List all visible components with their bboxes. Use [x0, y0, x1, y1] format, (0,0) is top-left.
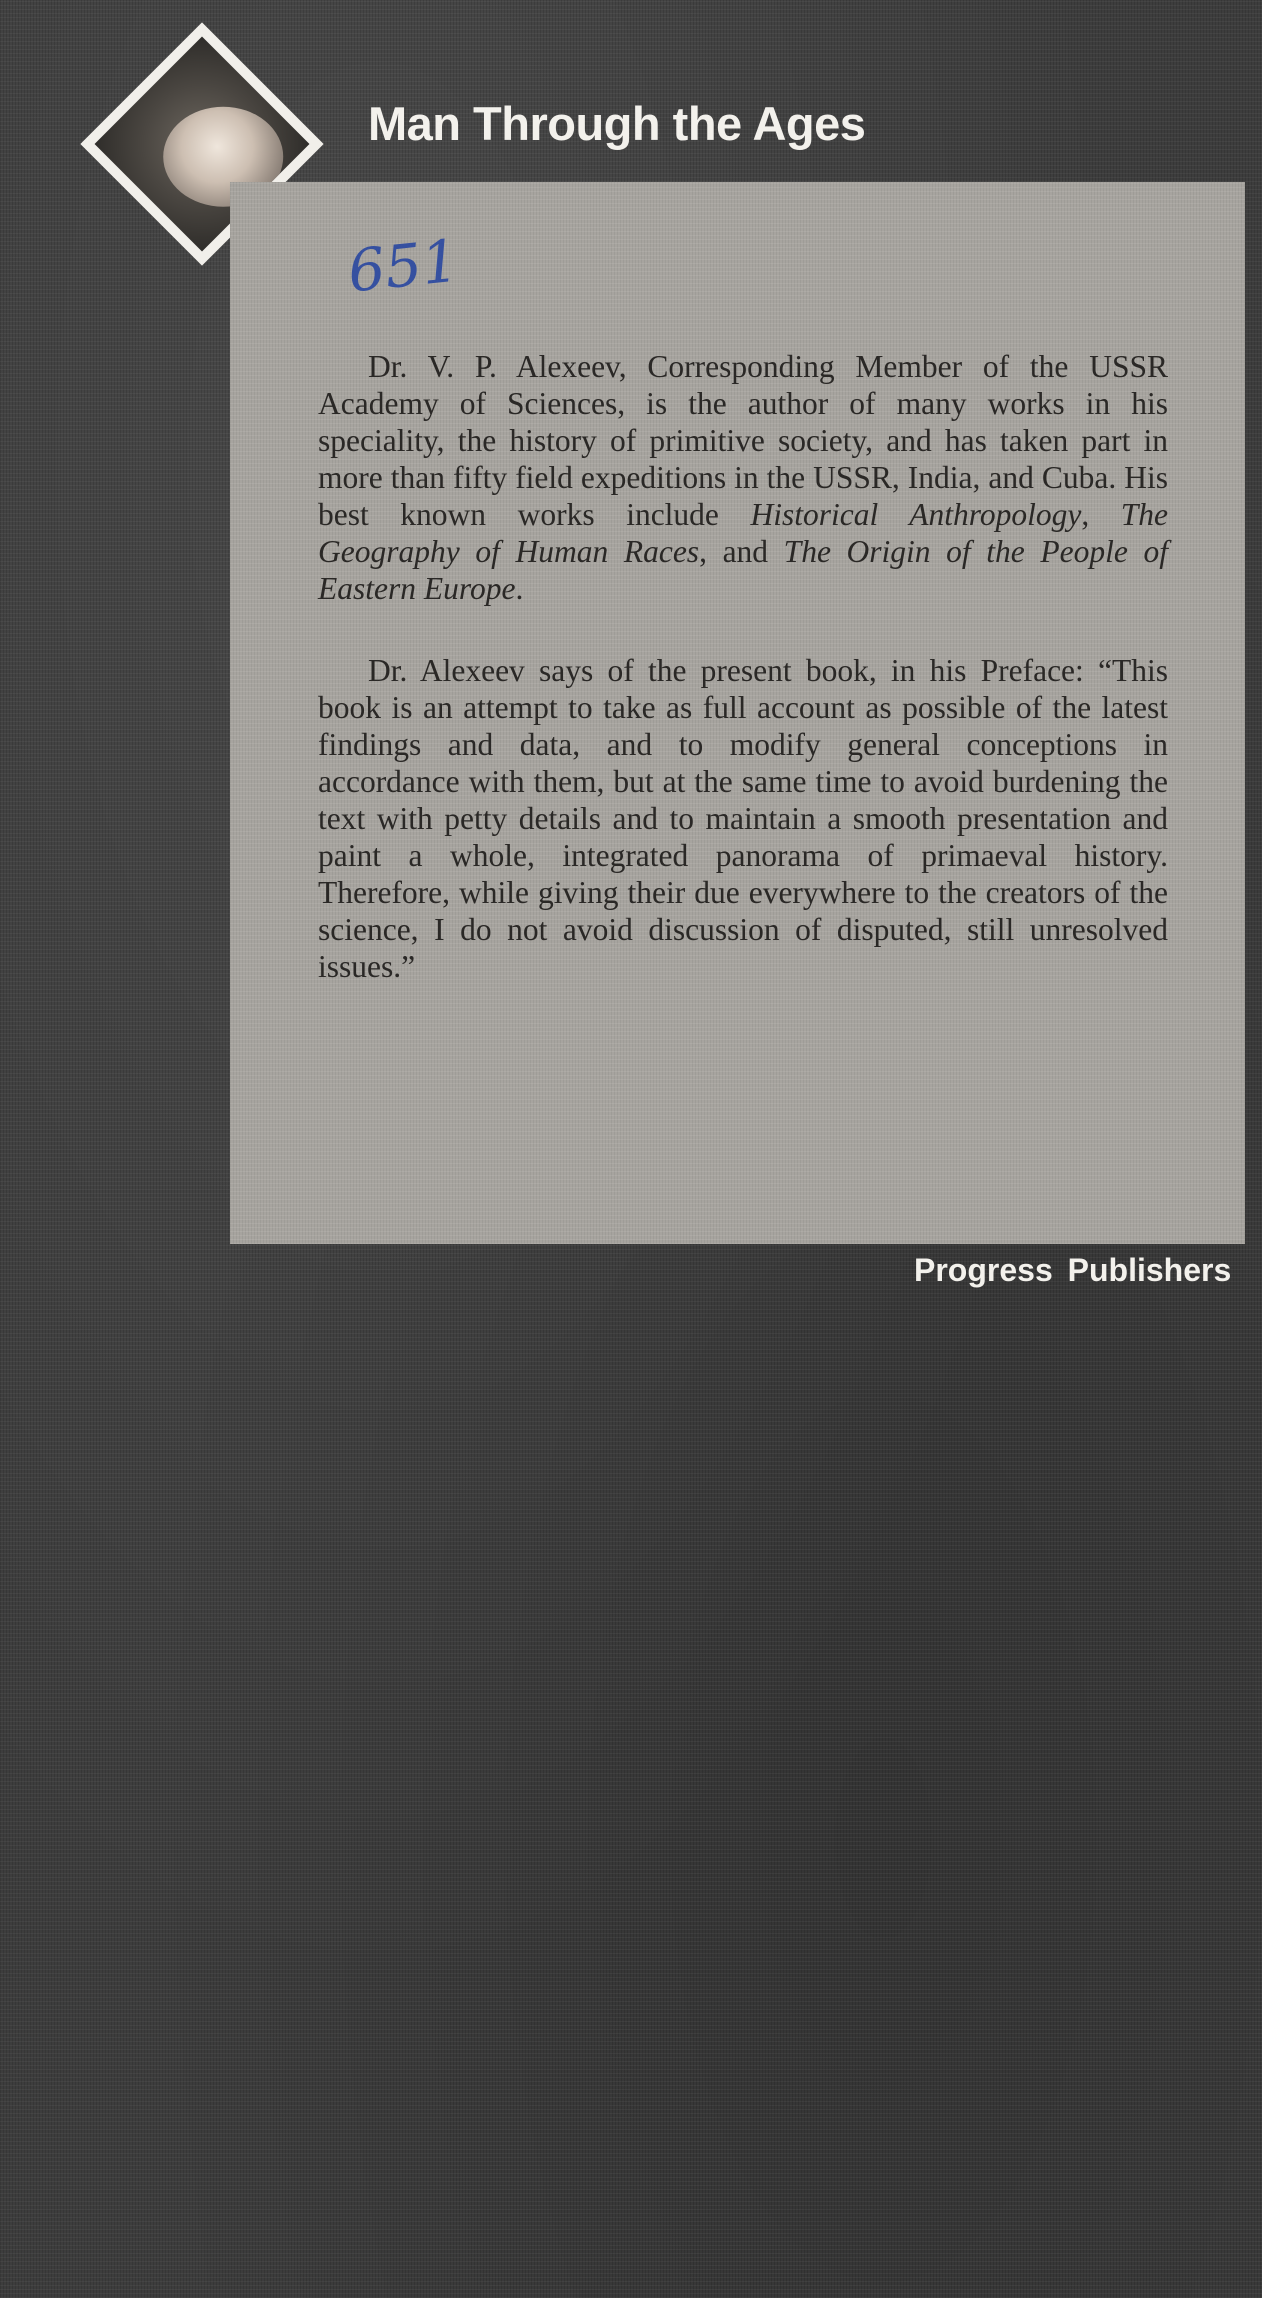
blurb-panel [230, 182, 1245, 1244]
author-bio-paragraph [318, 348, 1168, 607]
book-title-historical-anthropology: Historical Anthropology [750, 497, 1082, 532]
series-title: Man Through the Ages [368, 97, 866, 150]
title-separator: , and [699, 534, 784, 569]
publisher-name: Progress Publishers [914, 1252, 1232, 1288]
title-separator: , [1081, 497, 1121, 532]
handwritten-mark: 651 [344, 226, 462, 306]
author-bio-text: Dr. V. P. Alexeev, Corresponding Member of the USSR Academy of Sciences, is the author of many works in his speciality, the history of primitive society, and has taken part in more than fifty field expeditions in the USSR, India, and Cuba. His best known works include [318, 349, 1168, 532]
book-title-origin-of-people: The Origin of the People of Eastern Europe [318, 534, 1168, 606]
book-title-geography-of-human-races: The Geography of Human Races [318, 497, 1169, 569]
preface-quote-paragraph: Dr. Alexeev says of the present book, in his Preface: “This book is an attempt to take as full account as possible of the latest findings and data, and to modify general conceptions in accordance with them, but at the same time to avoid burdening the text with petty details and to maintain a smooth presentation and paint a whole, integrated panorama of primaeval history. Therefore, while giving their due everywhere to the creators of the science, I do not avoid discussion of disputed, still unresolved issues.” [318, 653, 1168, 984]
sentence-end: . [515, 571, 524, 606]
